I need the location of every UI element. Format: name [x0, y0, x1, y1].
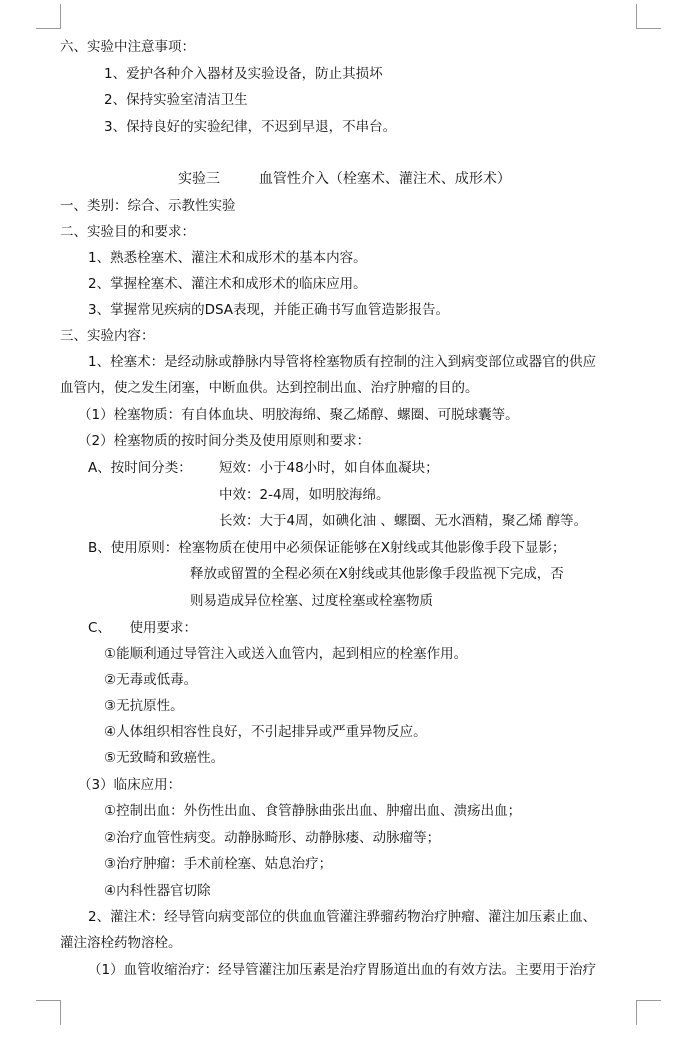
section-heading: 三、实验内容： — [60, 328, 155, 344]
experiment-title — [178, 169, 511, 189]
corner-mark-bottom-left — [36, 1000, 61, 1025]
paragraph-line: 则易造成异位栓塞、过度栓塞或栓塞物质 — [190, 593, 433, 609]
section-heading: 六、实验中注意事项： — [60, 39, 195, 55]
list-item: ③无抗原性。 — [104, 698, 184, 714]
list-item: 3、掌握常见疾病的DSA表现，并能正确书写血管造影报告。 — [88, 302, 450, 318]
subsection-letter: C、 — [88, 620, 111, 636]
paragraph-line: 释放或留置的全程必须在X射线或其他影像手段监视下完成，否 — [190, 566, 564, 582]
paragraph-line: 中效：2-4周，如明胶海绵。 — [219, 487, 390, 503]
list-item: 2、保持实验室清洁卫生 — [104, 92, 248, 108]
paragraph-line: （2）栓塞物质的按时间分类及使用原则和要求： — [78, 433, 371, 449]
paragraph-line: 血管内，使之发生闭塞，中断血供。达到控制出血、治疗肿瘤的目的。 — [60, 380, 479, 396]
list-item: ①控制出血：外伤性出血、食管静脉曲张出血、肿瘤出血、溃疡出血； — [104, 803, 522, 819]
corner-mark-bottom-right — [636, 1000, 661, 1025]
paragraph-line: A、按时间分类： — [88, 460, 192, 476]
subsection-title: 使用要求： — [129, 620, 198, 636]
list-item: ⑤无致畸和致癌性。 — [104, 750, 225, 766]
experiment-name: 血管性介入（栓塞术、灌注术、成形术） — [258, 171, 511, 187]
section-heading: 一、类别：综合、示教性实验 — [60, 198, 236, 214]
paragraph-line: 2、灌注术：经导管向病变部位的供血血管灌注骅骝药物治疗肿瘤、灌注加压素止血、 — [88, 909, 597, 925]
corner-mark-top-left — [36, 4, 61, 29]
list-item: 2、掌握栓塞术、灌注术和成形术的临床应用。 — [88, 276, 367, 292]
list-item: ③治疗肿瘤：手术前栓塞、姑息治疗； — [104, 856, 333, 872]
list-item: 1、熟悉栓塞术、灌注术和成形术的基本内容。 — [88, 250, 367, 266]
paragraph-line: （3）临床应用： — [78, 777, 182, 793]
paragraph-line: （1）血管收缩治疗：经导管灌注加压素是治疗胃肠道出血的有效方法。主要用于治疗 — [88, 962, 597, 978]
paragraph-line: B、使用原则：栓塞物质在使用中必须保证能够在X射线或其他影像手段下显影； — [88, 540, 566, 556]
paragraph-line: （1）栓塞物质：有自体血块、明胶海绵、聚乙烯醇、螺圈、可脱球囊等。 — [78, 407, 519, 423]
experiment-number: 实验三 — [178, 171, 220, 187]
list-item: ①能顺利通过导管注入或送入血管内，起到相应的栓塞作用。 — [104, 646, 468, 662]
corner-mark-top-right — [636, 4, 661, 29]
list-item: ②无毒或低毒。 — [104, 672, 198, 688]
section-heading: 二、实验目的和要求： — [60, 224, 195, 240]
list-item: 1、爱护各种介入器材及实验设备，防止其损坏 — [104, 66, 383, 82]
subsection-label — [88, 618, 197, 638]
list-item: ④内科性器官切除 — [104, 883, 211, 899]
list-item: ②治疗血管性病变。动静脉畸形、动静脉瘘、动脉瘤等； — [104, 830, 441, 846]
paragraph-line: 1、栓塞术：是经动脉或静脉内导管将栓塞物质有控制的注入到病变部位或器官的供应 — [88, 354, 597, 370]
list-item: 3、保持良好的实验纪律，不迟到早退，不串台。 — [104, 119, 397, 135]
list-item: ④人体组织相容性良好，不引起排异或严重异物反应。 — [104, 724, 427, 740]
paragraph-line: 灌注溶栓药物溶栓。 — [60, 935, 182, 951]
paragraph-line: 短效：小于48小时，如自体血凝块； — [219, 460, 439, 476]
paragraph-line: 长效：大于4周，如碘化油 、螺圈、无水酒精，聚乙烯 醇等。 — [219, 513, 588, 529]
